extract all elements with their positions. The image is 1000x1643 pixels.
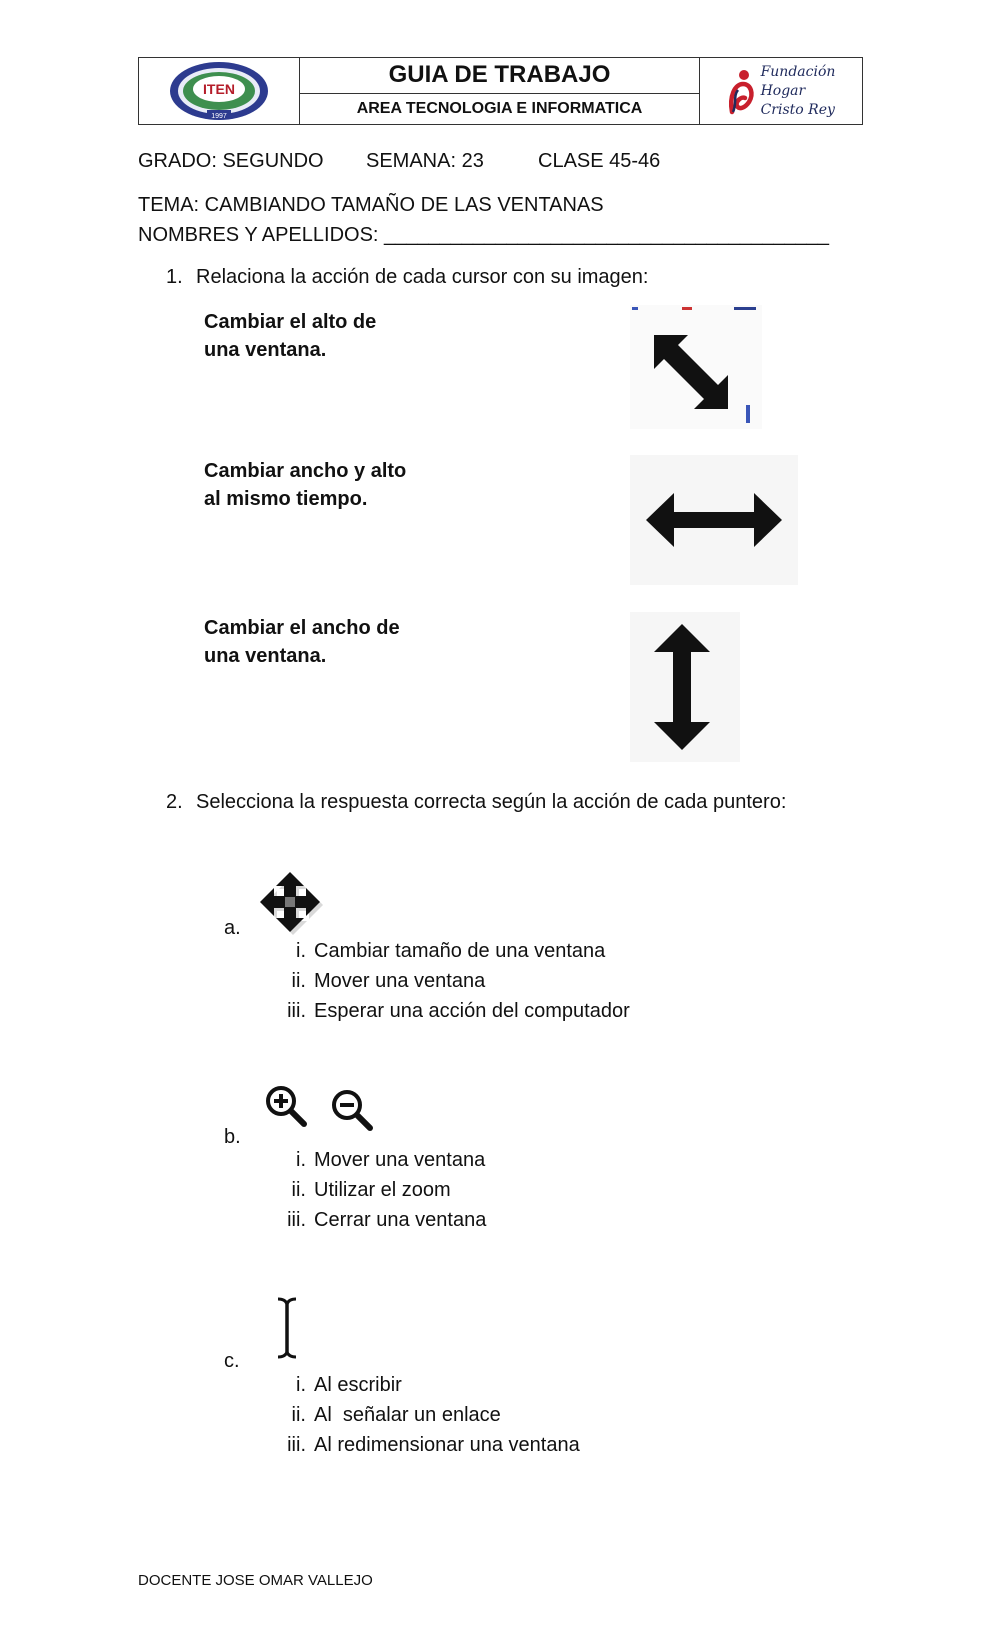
name-field[interactable]: NOMBRES Y APELLIDOS: ________________________________________	[138, 224, 829, 246]
q2-number: 2.	[166, 791, 183, 813]
school-logo	[139, 58, 300, 124]
svg-text:1997: 1997	[211, 113, 227, 120]
option-row[interactable]: ii. Utilizar el zoom	[291, 1179, 451, 1201]
q1-number: 1.	[166, 266, 183, 288]
diagonal-resize-icon	[630, 305, 762, 429]
school-seal-icon	[167, 60, 271, 122]
foundation-emblem-icon	[727, 66, 757, 116]
zoom-in-icon	[262, 1082, 312, 1132]
grade-label: GRADO: SEGUNDO	[138, 150, 324, 172]
svg-text:ITEN: ITEN	[203, 81, 235, 97]
week-label: SEMANA: 23	[366, 150, 484, 172]
topic-label: TEMA: CAMBIANDO TAMAÑO DE LAS VENTANAS	[138, 194, 604, 216]
option-row[interactable]: iii. Cerrar una ventana	[287, 1209, 487, 1231]
option-row[interactable]: ii. Al señalar un enlace	[291, 1404, 501, 1426]
class-label: CLASE 45-46	[538, 150, 661, 172]
q2-prompt: Selecciona la respuesta correcta según la acción de cada puntero:	[196, 791, 787, 813]
foundation-name: Fundación Hogar Cristo Rey	[760, 63, 836, 118]
page-title: GUIA DE TRABAJO	[300, 58, 699, 94]
horizontal-resize-icon	[630, 455, 798, 585]
option-row[interactable]: i. Al escribir	[296, 1374, 402, 1396]
q1-item-3-text: Cambiar el ancho de una ventana.	[204, 617, 400, 667]
q2-c-options	[266, 1370, 580, 1460]
page-subtitle: AREA TECNOLOGIA E INFORMATICA	[356, 99, 643, 117]
zoom-out-icon	[328, 1086, 378, 1136]
q1-item-1-text: Cambiar el alto de una ventana.	[204, 311, 377, 361]
text-cursor-icon	[270, 1295, 304, 1361]
header-table	[138, 57, 863, 125]
q2-b-options	[266, 1145, 486, 1235]
option-row[interactable]: i. Mover una ventana	[296, 1149, 486, 1171]
teacher-footer: DOCENTE JOSE OMAR VALLEJO	[138, 1572, 373, 1589]
option-row[interactable]: iii. Al redimensionar una ventana	[287, 1434, 580, 1456]
q2-letter-a: a.	[224, 917, 241, 939]
foundation-logo	[700, 58, 862, 124]
option-row[interactable]: iii. Esperar una acción del computador	[287, 1000, 630, 1022]
option-row[interactable]: ii. Mover una ventana	[291, 970, 486, 992]
q2-letter-c: c.	[224, 1350, 240, 1372]
q2-a-options	[266, 936, 630, 1026]
vertical-resize-icon	[630, 612, 740, 762]
q1-item-2-text: Cambiar ancho y alto al mismo tiempo.	[204, 460, 407, 510]
q1-prompt: Relaciona la acción de cada cursor con su imagen:	[196, 266, 649, 288]
option-row[interactable]: i. Cambiar tamaño de una ventana	[296, 940, 606, 962]
q2-letter-b: b.	[224, 1126, 241, 1148]
move-cursor-icon	[260, 870, 326, 936]
